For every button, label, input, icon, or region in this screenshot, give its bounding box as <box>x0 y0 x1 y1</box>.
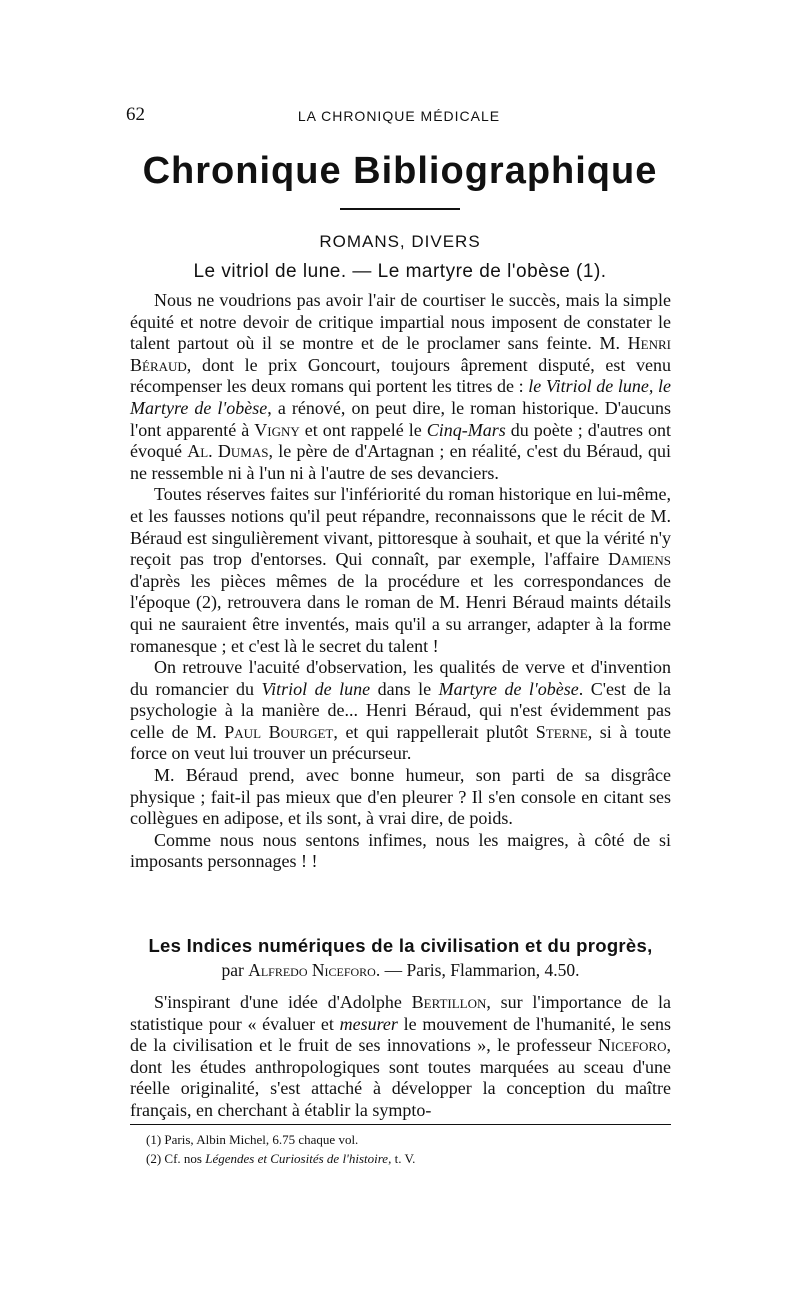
author-name: Paul Bourget <box>224 721 334 742</box>
author-name: Alfredo Niceforo <box>248 960 376 980</box>
author-name: Henri Béraud <box>130 333 671 375</box>
running-title: LA CHRONIQUE MÉDICALE <box>297 108 501 124</box>
author-name: Sterne <box>535 721 588 742</box>
emphasis: mesurer <box>339 1013 398 1034</box>
article2-byline: par Alfredo Niceforo. — Paris, Flammarion, 4.50. <box>221 960 580 980</box>
chapter-title: Chronique Bibliographique <box>142 150 658 192</box>
article1-subtitle: Le vitriol de lune. — Le martyre de l'obèse (1). <box>193 261 607 282</box>
book-title: Vitriol de lune <box>261 678 371 699</box>
page-header <box>126 104 672 128</box>
paragraph: On retrouve l'acuité d'observation, les qualités de verve et d'invention du romancier du Vitriol de lune dans le Martyre de l'obèse. C'est de la psychologie à la manière de... Henri Béraud, qui n'est évidemment pas celle de M. Paul Bourget, et qui rappellerait plutôt Sterne, si à toute force on veut lui trouver un précurseur. <box>130 657 672 764</box>
author-name: Al. Dumas <box>187 441 269 462</box>
paragraph: M. Béraud prend, avec bonne humeur, son parti de sa disgrâce physique ; fait-il pas mieux que d'en pleurer ? Il s'en console en citant ses collègues en adipose, et ils sont, à vrai dire, de poids. <box>130 765 671 829</box>
book-title: Cinq-Mars <box>426 419 506 440</box>
paragraph: Nous ne voudrions pas avoir l'air de courtiser le succès, mais la simple équité et notre devoir de critique impartial nous imposent de constater le talent partout où il se montre et de le proclamer sans feinte. M. Henri Béraud, dont le prix Goncourt, toujours âprement disputé, est venu récompenser les deux romans qui portent les titres de : le Vitriol de lune, le Martyre de l'obèse, a rénové, on peut dire, le roman historique. D'aucuns l'ont apparenté à Vigny et ont rappelé le Cinq-Mars du poète ; d'autres ont évoqué Al. Dumas, le père de d'Artagnan ; en réalité, c'est du Béraud, qui ne ressemble ni à l'un ni à l'autre de ses devanciers. <box>130 290 672 483</box>
section-heading: ROMANS, DIVERS <box>319 232 481 251</box>
paragraph: S'inspirant d'une idée d'Adolphe Bertillon, sur l'importance de la statistique pour « évaluer et mesurer le mouvement de l'humanité, le sens de la civilisation et le fruit de ses innovations », le professeur Niceforo, dont les études anthropologiques sont toutes marquées au sceau d'une réelle originalité, s'est attaché à développer la conception du maître français, en cherchant à établir la sympto- <box>130 992 671 1120</box>
book-title: le Vitriol de lune, le Martyre de l'obèse <box>130 376 671 418</box>
paragraph: Comme nous nous sentons infimes, nous les maigres, à côté de si imposants personnages ! ! <box>130 829 671 872</box>
person-name: Niceforo <box>597 1035 667 1056</box>
article2-title: Les Indices numériques de la civilisation et du progrès, <box>148 935 653 956</box>
author-name: Vigny <box>254 419 300 440</box>
title-divider <box>340 208 460 210</box>
article2-body <box>130 992 671 1122</box>
person-name: Damiens <box>608 549 671 570</box>
footnotes <box>146 1130 666 1168</box>
footnote-2: (2) Cf. nos Légendes et Curiosités de l'histoire, t. V. <box>146 1151 416 1166</box>
article1-body <box>130 290 671 873</box>
footnote-1: (1) Paris, Albin Michel, 6.75 chaque vol. <box>146 1132 359 1147</box>
paragraph: Toutes réserves faites sur l'infériorité du roman historique en lui-même, et les fausses notions qu'il peut répandre, reconnaissons que le récit de M. Béraud est singulièrement vivant, pittoresque à souhait, et que la vérité n'y reçoit pas trop d'entorses. Qui connaît, par exemple, l'affaire Damiens d'après les pièces mêmes de la procédure et les correspondances de l'époque (2), retrouvera dans le roman de M. Henri Béraud maints détails qui ne sauraient être inventés, mais qu'il a su arranger, adapter à la forme romanesque ; et c'est là le secret du talent ! <box>130 484 671 656</box>
page-number: 62 <box>126 104 145 125</box>
person-name: Bertillon <box>411 992 487 1012</box>
book-title: Martyre de l'obèse <box>438 678 579 699</box>
footnote-divider <box>130 1124 671 1125</box>
